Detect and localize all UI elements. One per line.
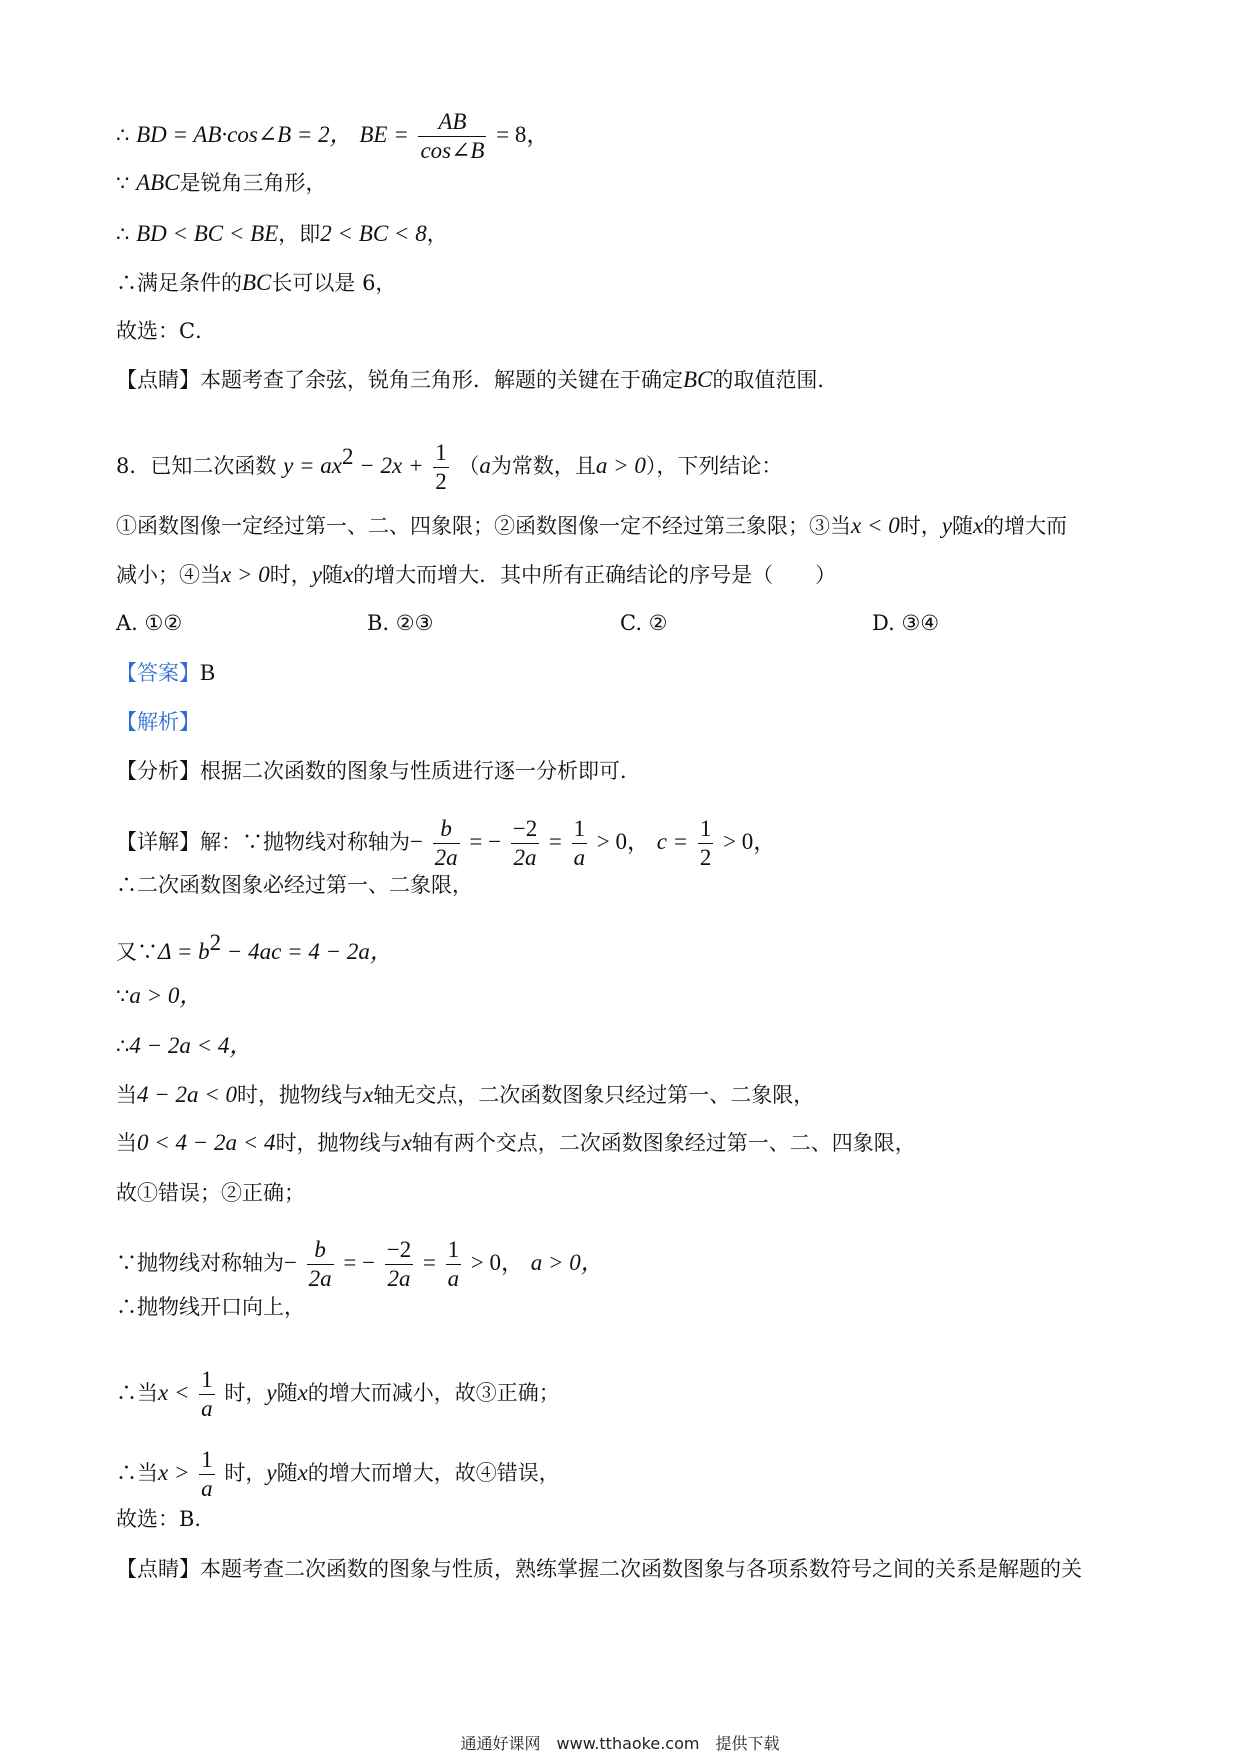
text-line: 当0 < 4 − 2a < 4时，抛物线与x轴有两个交点，二次函数图象经过第一、二、四象限， [116, 1130, 916, 1155]
option-d: D. ③④ [872, 611, 940, 635]
text-line [116, 108, 549, 165]
fraction: $\frac{b}{2a}$ [434, 816, 458, 870]
text-line: 减小；④当x > 0时，y随x的增大而增大．其中所有正确结论的序号是（ ） [116, 562, 837, 587]
text-line: ∵ ABC是锐角三角形， [116, 170, 327, 195]
answer-value: B [200, 660, 216, 685]
text-line: ∴满足条件的BC长可以是 6， [116, 270, 397, 295]
math-expression: BC [242, 270, 272, 295]
answer-label: 【答案】 [116, 661, 200, 685]
therefore-symbol: ∴ [116, 123, 130, 147]
fraction: $\frac{1}{2}$ [435, 440, 447, 494]
math-expression: BE = [359, 122, 409, 147]
text-line: 故选：B． [116, 1507, 216, 1531]
math-expression: = 8， [496, 122, 550, 147]
question-8: 8．已知二次函数 $y = ax^2 - 2x$ + $\frac{1}{2}$ （a为常数，且a > 0），下列结论： [116, 440, 783, 494]
fraction: $\frac{AB}{\cos\angle B}$ [420, 109, 485, 163]
option-c: C. ② [620, 611, 668, 635]
text-line: 【详解】解：∵抛物线对称轴为− $\frac{b}{2a}$ = − $\frac{-2}{2a}$ = $\frac{1}{a}$ > 0， c = $\frac{1}{2}$ > 0， [116, 816, 777, 870]
text-line: ①函数图像一定经过第一、二、四象限；②函数图像一定不经过第三象限；③当x < 0时，y随x的增大而 [116, 513, 1068, 538]
text-line: 【分析】根据二次函数的图象与性质进行逐一分析即可． [116, 759, 641, 783]
fraction: $\frac{1}{a}$ [201, 1447, 213, 1501]
text-line: ∵抛物线对称轴为− $\frac{b}{2a}$ = − $\frac{-2}{2a}$ = $\frac{1}{a}$ > 0， a > 0， [116, 1237, 604, 1291]
text-line: ∴4 − 2a < 4， [116, 1033, 253, 1058]
analysis-label: 【解析】 [116, 710, 200, 734]
text-line: ∴当x > $\frac{1}{a}$ 时，y随x的增大而增大，故④错误， [116, 1447, 560, 1501]
text-line: ∵a > 0， [116, 983, 203, 1008]
fraction: $\frac{1}{a}$ [447, 1237, 460, 1291]
fraction: $\frac{1}{2}$ [699, 816, 712, 870]
option-b: B. ②③ [367, 611, 434, 635]
fraction: $\frac{1}{a}$ [573, 816, 586, 870]
text-line: 故选：C． [116, 319, 217, 343]
math-expression: y = ax [283, 453, 342, 478]
text-line: 又∵Δ = $b^2 - 4ac = 4 - 2a$， [116, 930, 393, 964]
fraction: $\frac{-2}{2a}$ [512, 816, 538, 870]
fraction: $\frac{b}{2a}$ [308, 1237, 332, 1291]
math-expression: BC [683, 367, 713, 392]
text-line: 【点睛】本题考查了余弦，锐角三角形．解题的关键在于确定BC的取值范围． [116, 367, 839, 392]
option-a: A. ①② [116, 611, 183, 635]
math-expression: 2 < BC < 8 [320, 221, 427, 246]
text-line: 当4 − 2a < 0时，抛物线与x轴无交点，二次函数图象只经过第一、二象限， [116, 1082, 815, 1107]
fraction: $\frac{1}{a}$ [201, 1367, 213, 1421]
text-line: 【点睛】本题考查二次函数的图象与性质，熟练掌握二次函数图象与各项系数符号之间的关系是解题的关 [116, 1557, 1082, 1581]
text-line: ∴二次函数图象必经过第一、二象限， [116, 873, 473, 897]
math-expression: BD < BC < BE [136, 221, 279, 246]
text-line: ∴ BD < BC < BE，即2 < BC < 8， [116, 221, 448, 246]
text-line: ∴抛物线开口向上， [116, 1295, 305, 1319]
answer-line [116, 660, 215, 686]
math-expression: BD = AB·cos∠B = 2， [136, 122, 353, 147]
page-footer: 通通好课网 www.tthaoke.com 提供下载 [460, 1734, 780, 1753]
text-line: ∴当x < $\frac{1}{a}$ 时，y随x的增大而减小，故③正确； [116, 1367, 560, 1421]
text-line: 故①错误；②正确； [116, 1181, 305, 1205]
math-expression: ABC [136, 170, 180, 195]
fraction: $\frac{-2}{2a}$ [386, 1237, 412, 1291]
